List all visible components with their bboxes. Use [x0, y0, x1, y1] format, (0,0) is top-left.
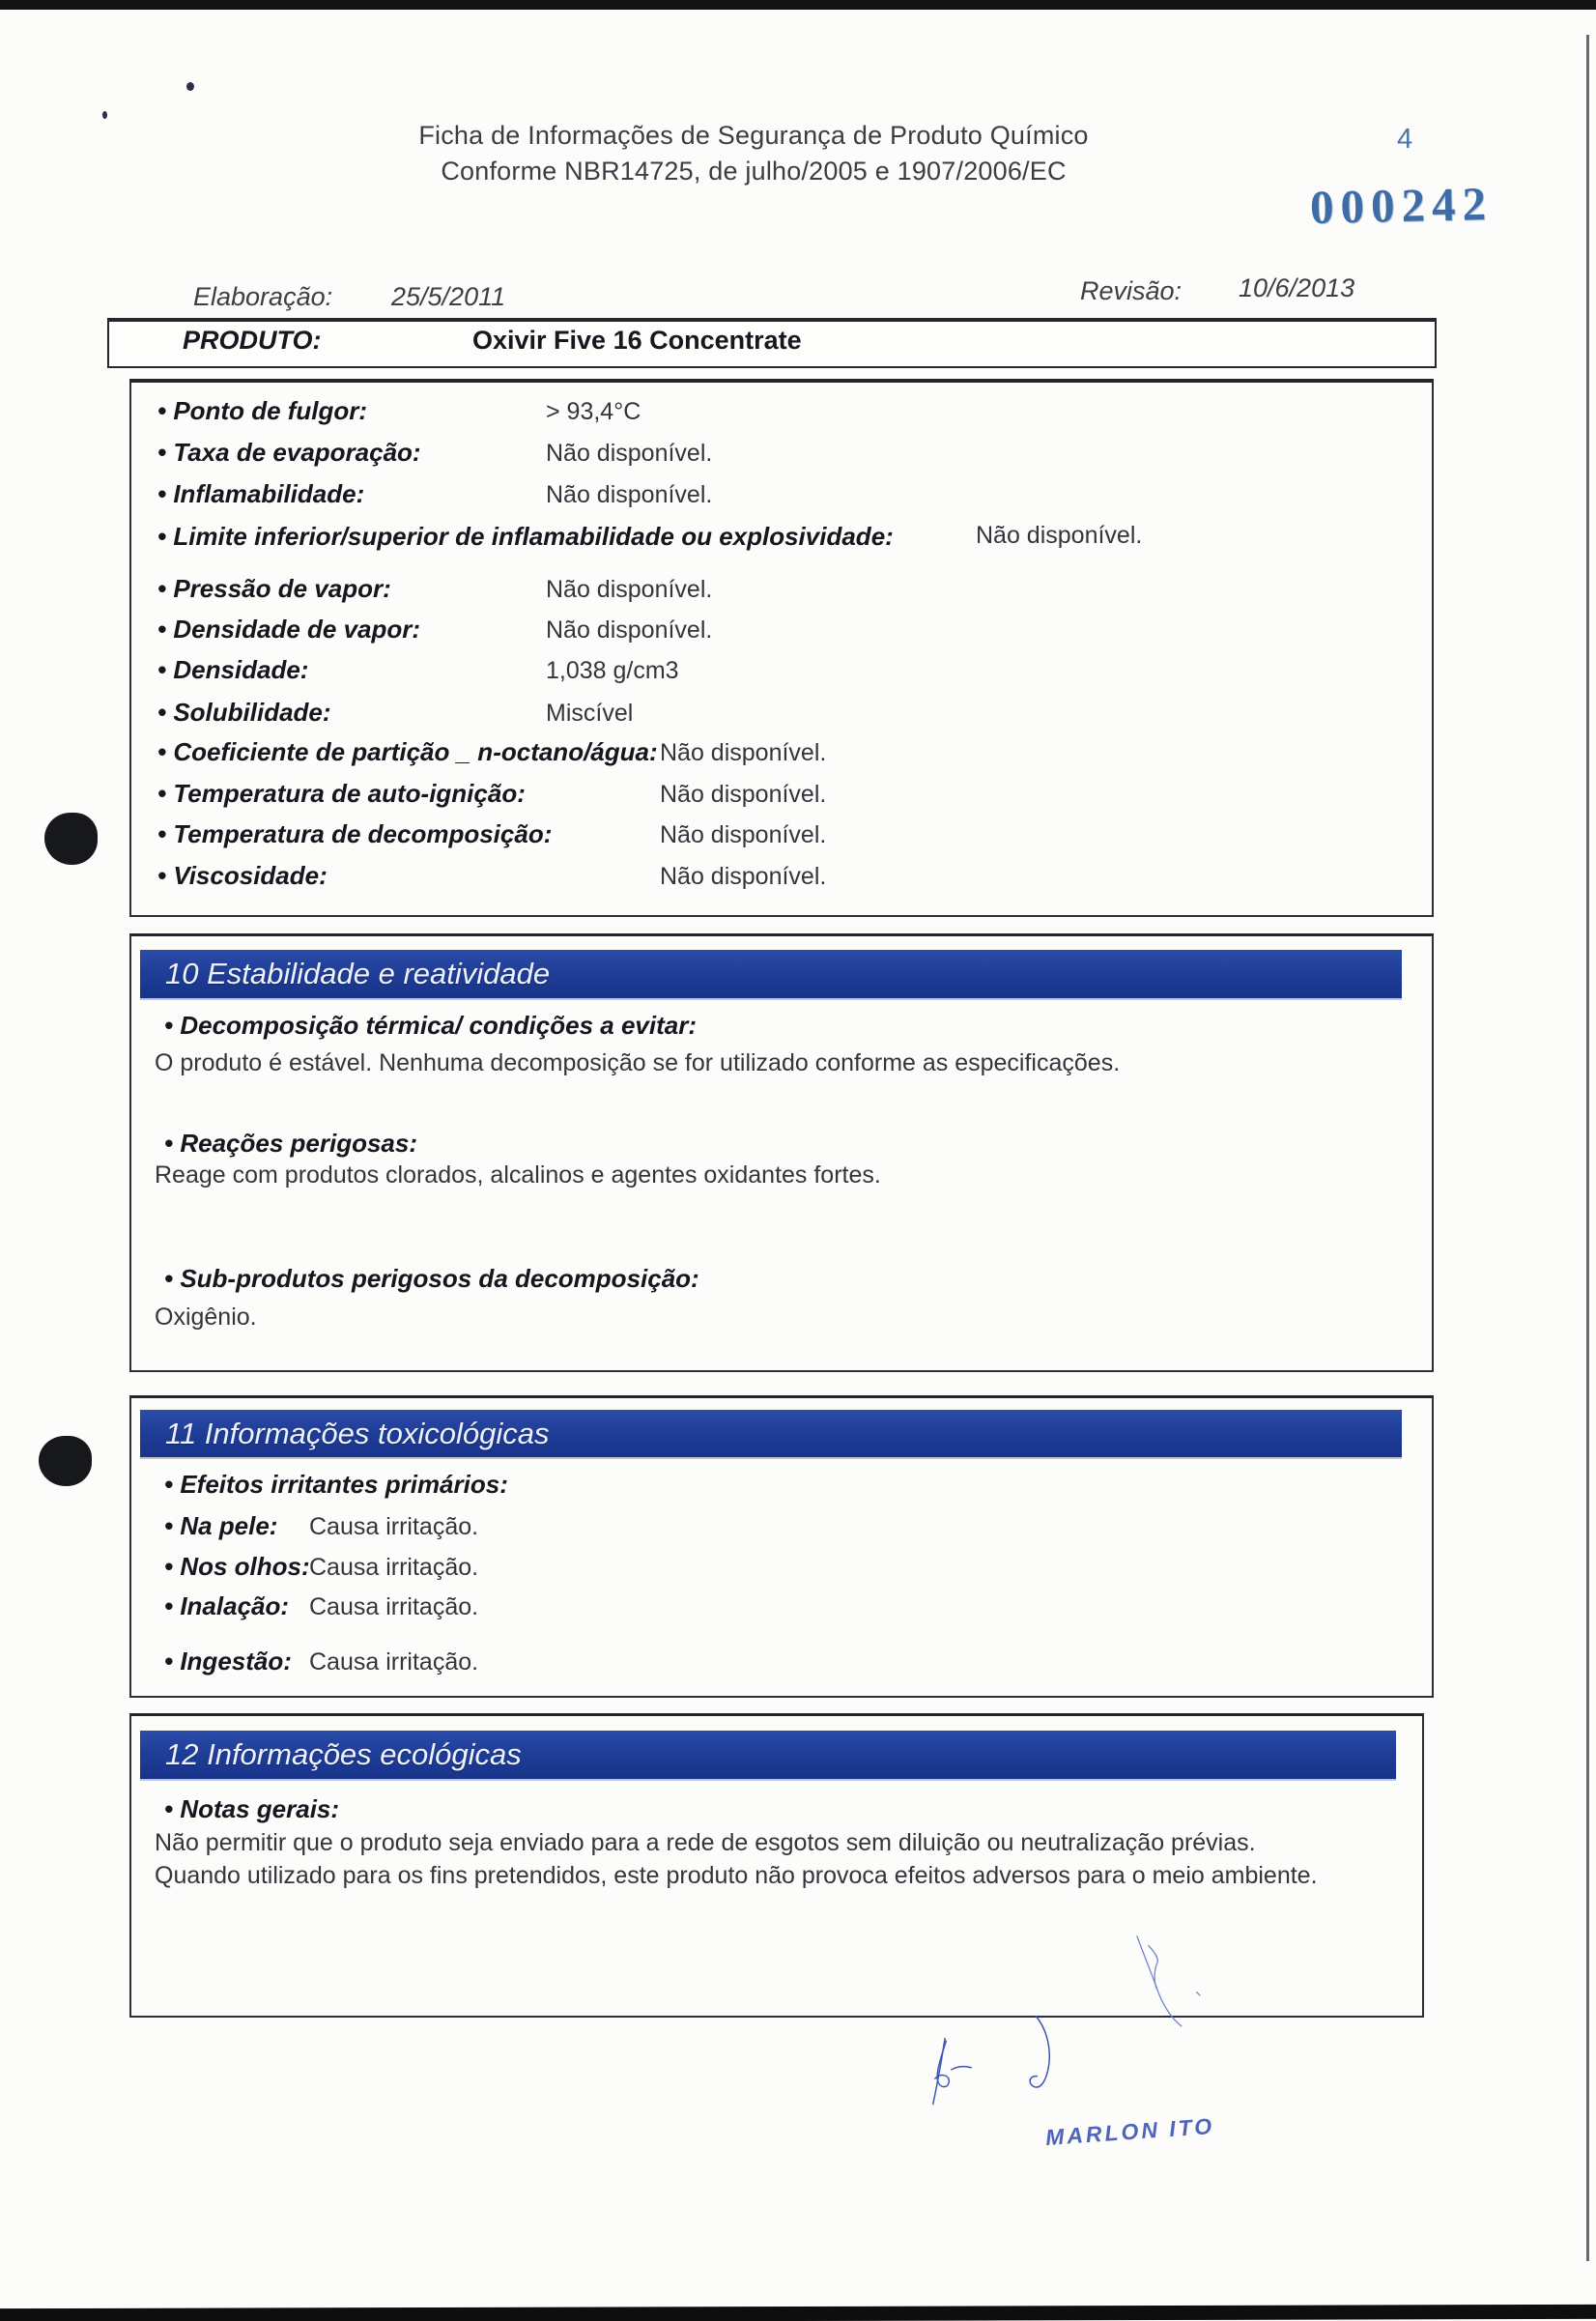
section-10-sub2-label: • Reações perigosas:	[164, 1129, 417, 1158]
property-label: • Temperatura de decomposição:	[157, 819, 553, 848]
property-value: Não disponível.	[546, 440, 713, 467]
section-10-title: 10 Estabilidade e reatividade	[165, 957, 551, 990]
tox-row-value: Causa irritação.	[309, 1554, 479, 1581]
property-label: • Limite inferior/superior de inflamabilidade ou explosividade:	[157, 522, 894, 551]
section-10-sub2-text: Reage com produtos clorados, alcalinos e agentes oxidantes fortes.	[155, 1161, 881, 1189]
tox-row-label: • Ingestão:	[164, 1647, 292, 1676]
signature-flourish	[933, 2017, 1050, 2105]
property-value: Não disponível.	[546, 481, 713, 508]
pen-strokes	[918, 1797, 1596, 2242]
section-10-sub3-text: Oxigênio.	[155, 1304, 257, 1331]
section-10-sub1-text: O produto é estável. Nenhuma decomposição se for utilizado conforme as especificações.	[155, 1049, 1121, 1076]
tox-row-value: Causa irritação.	[309, 1593, 479, 1620]
property-value: Não disponível.	[546, 576, 713, 603]
property-value: Não disponível.	[546, 616, 713, 644]
property-label: • Densidade de vapor:	[157, 615, 421, 644]
tox-row-value: Causa irritação.	[309, 1648, 479, 1676]
property-label: • Inflamabilidade:	[157, 479, 365, 508]
page-number: 4	[1397, 124, 1413, 155]
document-title	[319, 118, 1188, 189]
property-label: • Ponto de fulgor:	[157, 396, 368, 425]
signature-name: MARLON ITO	[1044, 2112, 1215, 2151]
property-label: • Taxa de evaporação:	[157, 438, 421, 467]
revision-date: 10/6/2013	[1239, 273, 1355, 302]
product-label: PRODUTO:	[183, 326, 322, 355]
section-12-title: 12 Informações ecológicas	[165, 1737, 522, 1771]
section-12-line1: Não permitir que o produto seja enviado para a rede de esgotos sem diluição ou neutralização prévias.	[155, 1829, 1256, 1856]
document-title-line1: Ficha de Informações de Segurança de Produto Químico	[418, 121, 1089, 150]
property-label: • Temperatura de auto-ignição:	[157, 779, 526, 808]
scan-edge-bottom	[0, 2305, 1596, 2321]
elaboration-label: Elaboração:	[193, 282, 333, 311]
section-10-sub1-label: • Decomposição térmica/ condições a evitar:	[164, 1011, 697, 1040]
elaboration-date: 25/5/2011	[391, 282, 506, 311]
revision-label: Revisão:	[1080, 276, 1183, 305]
property-value: Não disponível.	[660, 821, 827, 848]
document-title-line2: Conforme NBR14725, de julho/2005 e 1907/2006/EC	[441, 157, 1067, 186]
ink-blot-top	[44, 813, 98, 865]
property-label: • Pressão de vapor:	[157, 574, 391, 603]
property-label: • Coeficiente de partição _ n-octano/água:	[157, 737, 658, 766]
tox-row-value: Causa irritação.	[309, 1513, 479, 1540]
tox-row-label: • Inalação:	[164, 1591, 290, 1620]
scan-speck-2	[102, 111, 107, 119]
stamp-number: 000242	[1309, 177, 1494, 234]
section-12-heading: • Notas gerais:	[164, 1794, 340, 1823]
tox-row-label: • Nos olhos:	[164, 1552, 310, 1581]
tox-row-label: • Na pele:	[164, 1511, 278, 1540]
section-11-heading: • Efeitos irritantes primários:	[164, 1470, 508, 1499]
property-value: Miscível	[546, 700, 634, 727]
scan-edge-top	[0, 0, 1596, 10]
ink-blot-bottom	[39, 1436, 92, 1486]
property-label: • Solubilidade:	[157, 698, 331, 727]
section-11-banner	[140, 1410, 1402, 1457]
property-label: • Densidade:	[157, 655, 309, 684]
section-12-banner	[140, 1731, 1396, 1779]
scan-speck-1	[186, 82, 194, 91]
section-10-sub3-label: • Sub-produtos perigosos da decomposição:	[164, 1264, 699, 1293]
property-value: Não disponível.	[660, 739, 827, 766]
property-value: > 93,4°C	[546, 398, 641, 425]
section-10-banner	[140, 950, 1402, 998]
section-12-line2: Quando utilizado para os fins pretendidos, este produto não provoca efeitos adversos para o meio ambiente.	[155, 1862, 1318, 1889]
property-value: 1,038 g/cm3	[546, 657, 679, 684]
section-11-title: 11 Informações toxicológicas	[165, 1417, 550, 1450]
pen-squiggle	[1137, 1936, 1200, 2026]
property-label: • Viscosidade:	[157, 861, 328, 890]
property-value: Não disponível.	[976, 522, 1143, 549]
product-name: Oxivir Five 16 Concentrate	[472, 326, 802, 355]
property-value: Não disponível.	[660, 863, 827, 890]
property-value: Não disponível.	[660, 781, 827, 808]
